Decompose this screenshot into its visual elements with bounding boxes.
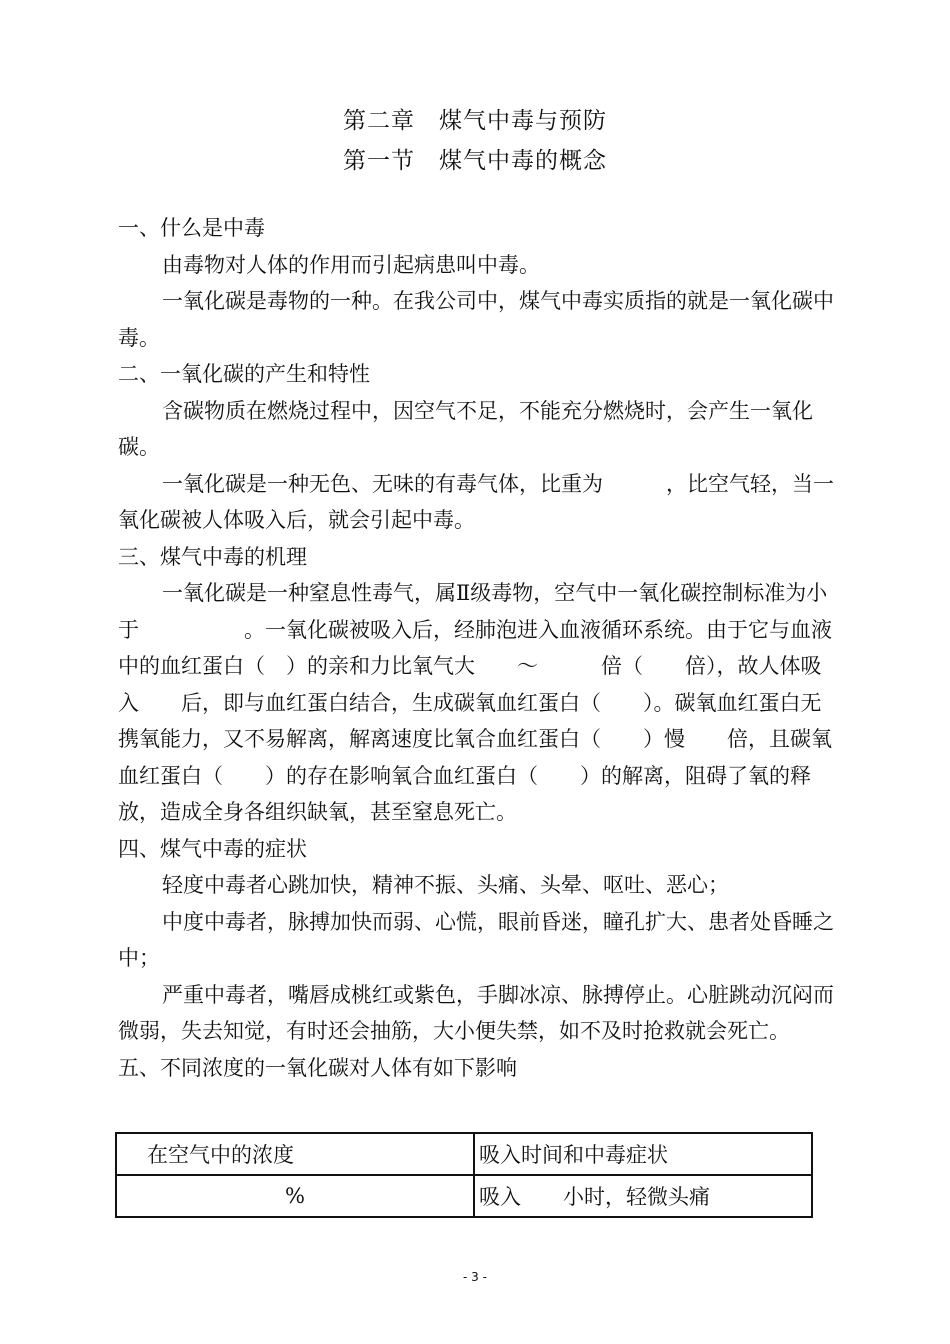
paragraph: 由毒物对人体的作用而引起病患叫中毒。 bbox=[162, 252, 540, 277]
paragraph: 含碳物质在燃烧过程中，因空气不足，不能充分燃烧时，会产生一氧化碳。 bbox=[118, 398, 813, 459]
document-body bbox=[118, 210, 834, 1086]
heading-co-generation: 二、一氧化碳的产生和特性 bbox=[118, 362, 370, 386]
paragraph: 严重中毒者，嘴唇成桃红或紫色，手脚冰凉、脉搏停止。心脏跳动沉闷而微弱，失去知觉，有时还会抽筋，大小便失禁，如不及时抢救就会死亡。 bbox=[118, 982, 834, 1043]
table-row bbox=[116, 1175, 812, 1217]
table-cell: 吸入 小时，轻微头痛 bbox=[474, 1175, 812, 1217]
heading-concentration-effects: 五、不同浓度的一氧化碳对人体有如下影响 bbox=[118, 1055, 517, 1080]
concentration-table bbox=[115, 1132, 813, 1218]
heading-what-is-poisoning: 一、什么是中毒 bbox=[118, 216, 265, 240]
paragraph: 中度中毒者，脉搏加快而弱、心慌，眼前昏迷，瞳孔扩大、患者处昏睡之中； bbox=[118, 909, 834, 970]
paragraph: 一氧化碳是毒物的一种。在我公司中，煤气中毒实质指的就是一氧化碳中毒。 bbox=[118, 289, 834, 350]
page-number: - 3 - bbox=[463, 1270, 487, 1284]
chapter-title: 第二章 煤气中毒与预防 bbox=[343, 108, 607, 134]
section-title: 第一节 煤气中毒的概念 bbox=[343, 148, 607, 174]
paragraph: 一氧化碳是一种窒息性毒气，属Ⅱ级毒物，空气中一氧化碳控制标准为小于 。一氧化碳被吸入后，经肺泡进入血液循环系统。由于它与血液中的血红蛋白（ ）的亲和力比氧气大 ～ 倍（ 倍），故人体吸入 后，即与血红蛋白结合，生成碳氧血红蛋白（ ）。碳氧血红蛋白无携氧能力，又不易解离，解离速度比氧合血红蛋白（ ）慢 倍，且碳氧血红蛋白（ ）的存在影响氧合血红蛋白（ ）的解离，阻碍了氧的释放，造成全身各组织缺氧，甚至窒息死亡。 bbox=[118, 581, 832, 824]
table-header-cell: 在空气中的浓度 bbox=[116, 1133, 474, 1175]
table-cell: % bbox=[116, 1175, 474, 1217]
heading-mechanism: 三、煤气中毒的机理 bbox=[118, 544, 307, 569]
paragraph: 轻度中毒者心跳加快，精神不振、头痛、头晕、呕吐、恶心； bbox=[162, 873, 729, 897]
paragraph: 一氧化碳是一种无色、无味的有毒气体，比重为 ，比空气轻，当一氧化碳被人体吸入后，就会引起中毒。 bbox=[118, 471, 834, 532]
table-header-row bbox=[116, 1133, 812, 1175]
table-header-cell: 吸入时间和中毒症状 bbox=[474, 1133, 812, 1175]
heading-symptoms: 四、煤气中毒的症状 bbox=[118, 836, 307, 861]
